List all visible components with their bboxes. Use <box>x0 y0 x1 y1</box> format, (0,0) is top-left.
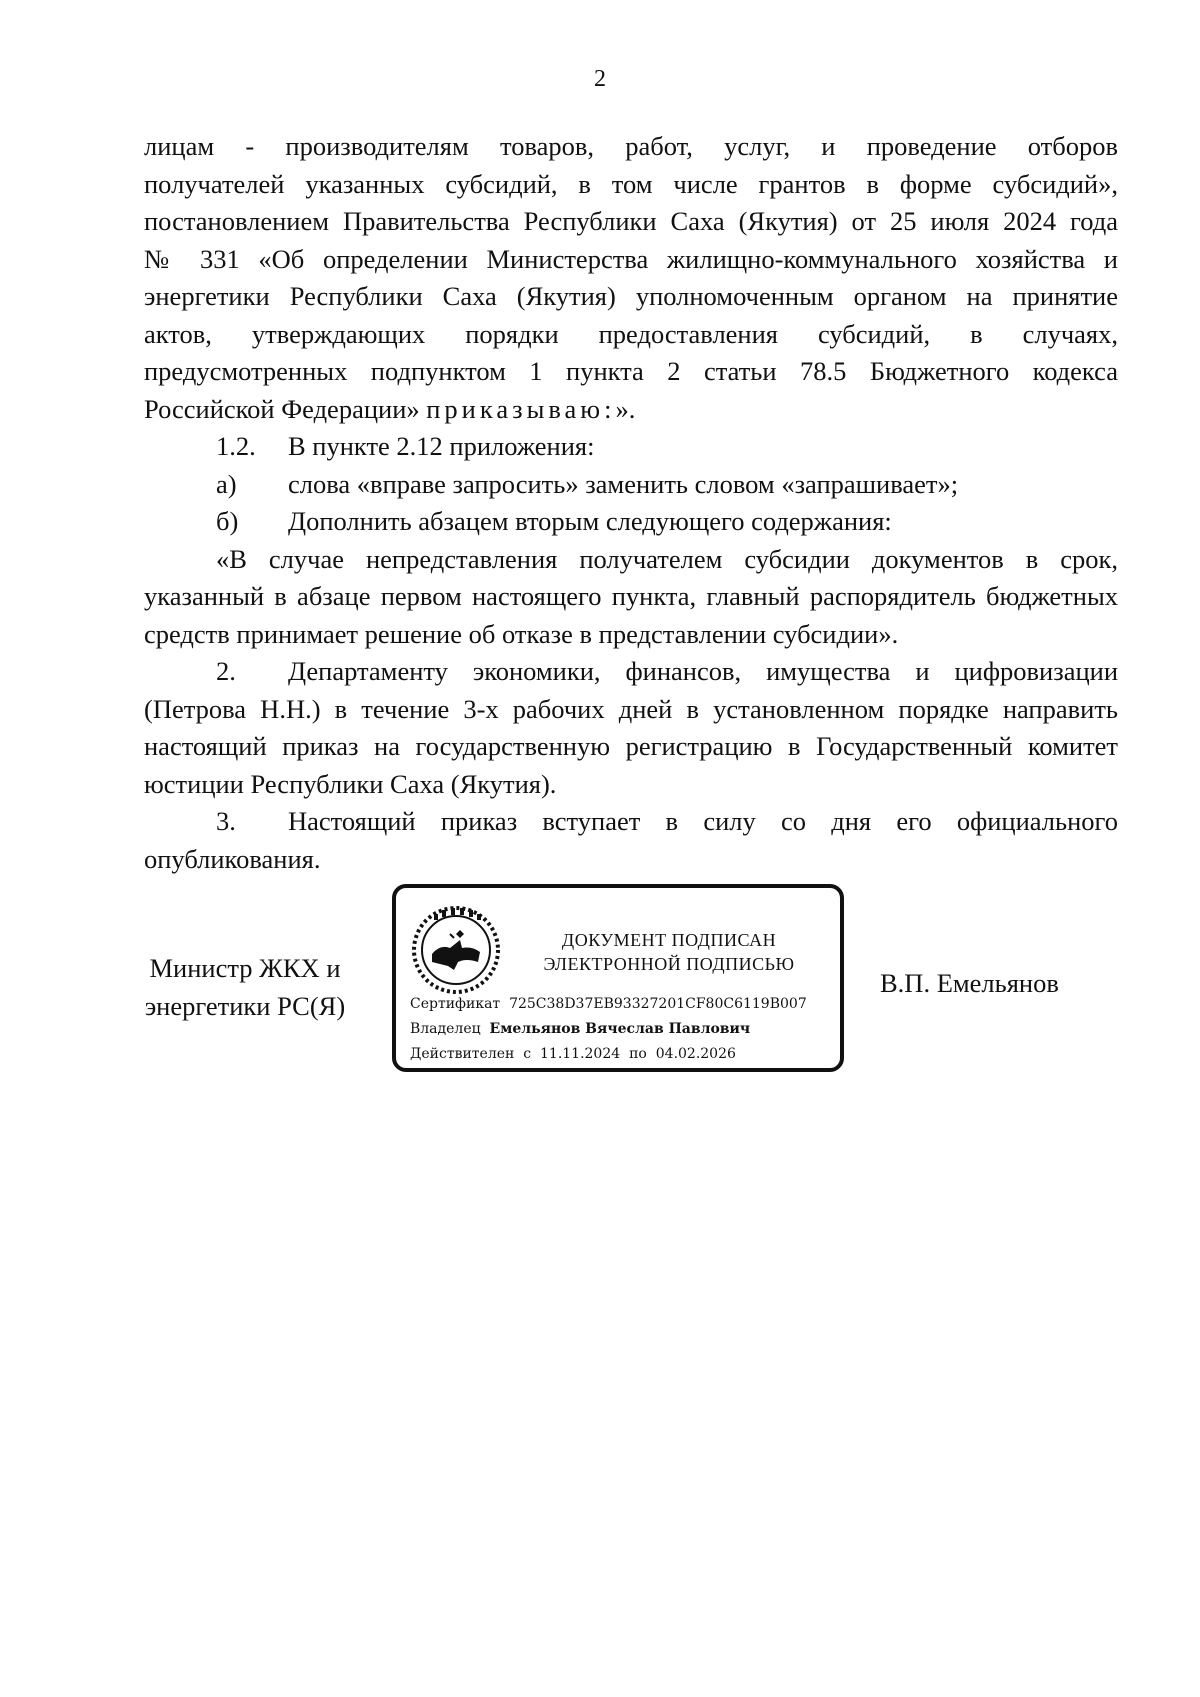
stamp-title-line: ДОКУМЕНТ ПОДПИСАН <box>561 930 777 950</box>
position-line: энергетики РС(Я) <box>144 990 346 1021</box>
item-text: Дополнить абзацем вторым следующего содержания: <box>288 506 892 536</box>
position-line: Министр ЖКХ и <box>149 953 341 983</box>
text-fragment: ». <box>615 393 636 424</box>
owner-label: Владелец <box>410 1021 481 1037</box>
text-fragment: Российской Федерации» <box>144 393 420 424</box>
item-3 <box>144 803 1118 878</box>
item-text: Настоящий приказ вступает в силу со дня его официального опубликования. <box>144 806 1118 874</box>
owner-line <box>410 1021 750 1037</box>
stamp-title <box>508 928 830 976</box>
text-line: лицам - производителям товаров, работ, услуг, и проведение отборов <box>144 131 1118 161</box>
text-line: постановлением Правительства Республики Саха (Якутия) от 25 июля 2024 года <box>144 206 1118 236</box>
item-1-2 <box>144 428 1118 466</box>
item-number: 2. <box>216 656 236 686</box>
item-number: 3. <box>216 806 236 836</box>
stamp-title-line: ЭЛЕКТРОННОЙ ПОДПИСЬЮ <box>543 954 795 974</box>
text-line: № 331 «Об определении Министерства жилищно-коммунального хозяйства и <box>144 243 1118 274</box>
signatory-position <box>130 950 360 1025</box>
item-number: а) <box>216 468 237 499</box>
text-line: актов, утверждающих порядки предоставления субсидий, в случаях, <box>144 318 1118 349</box>
item-2 <box>144 653 1118 803</box>
validity-label: Действителен <box>410 1046 515 1062</box>
text-line: получателей указанных субсидий, в том числе грантов в форме субсидий», <box>144 168 1118 199</box>
item-b <box>144 503 1118 541</box>
text-line: предусмотренных подпунктом 1 пункта 2 статьи 78.5 Бюджетного кодекса <box>144 356 1118 386</box>
item-number: 1.2. <box>216 431 256 461</box>
item-text: слова «вправе запросить» заменить словом «запрашивает»; <box>288 468 959 499</box>
certificate-value: 725C38D37EB93327201CF80C6119B007 <box>509 996 807 1012</box>
signatory-name: В.П. Емельянов <box>880 968 1059 998</box>
document-body <box>144 128 1118 878</box>
item-number: б) <box>216 506 239 536</box>
paragraph-intro <box>144 128 1118 428</box>
text-line-last <box>144 391 1118 429</box>
page-number: 2 <box>594 66 606 92</box>
item-text: В пункте 2.12 приложения: <box>288 431 595 461</box>
certificate-line <box>410 996 807 1012</box>
validity-from-word: с <box>523 1046 532 1062</box>
order-word: приказываю: <box>426 393 616 424</box>
item-a <box>144 466 1118 504</box>
sakha-coat-of-arms-icon <box>410 904 502 996</box>
owner-value: Емельянов Вячеслав Павлович <box>489 1021 751 1037</box>
certificate-label: Сертификат <box>410 996 501 1012</box>
text-line: энергетики Республики Саха (Якутия) уполномоченным органом на принятие <box>144 281 1118 311</box>
validity-line <box>410 1046 736 1062</box>
quoted-paragraph: «В случае непредставления получателем субсидии документов в срок, указанный в абзаце первом настоящего пункта, главный распорядитель бюджетных средств принимает решение об отказе в представлении субсидии». <box>144 543 1118 649</box>
validity-from: 11.11.2024 <box>540 1046 621 1062</box>
item-text: Департаменту экономики, финансов, имущества и цифровизации (Петрова Н.Н.) в течение 3-х рабочих дней в установленном порядке направить настоящий приказ на государственную регистрацию в Государственный комитет юстиции Республики Саха (Якутия). <box>144 656 1118 799</box>
validity-to-word: по <box>629 1046 647 1062</box>
validity-to: 04.02.2026 <box>655 1046 736 1062</box>
electronic-signature-stamp <box>392 884 844 1072</box>
